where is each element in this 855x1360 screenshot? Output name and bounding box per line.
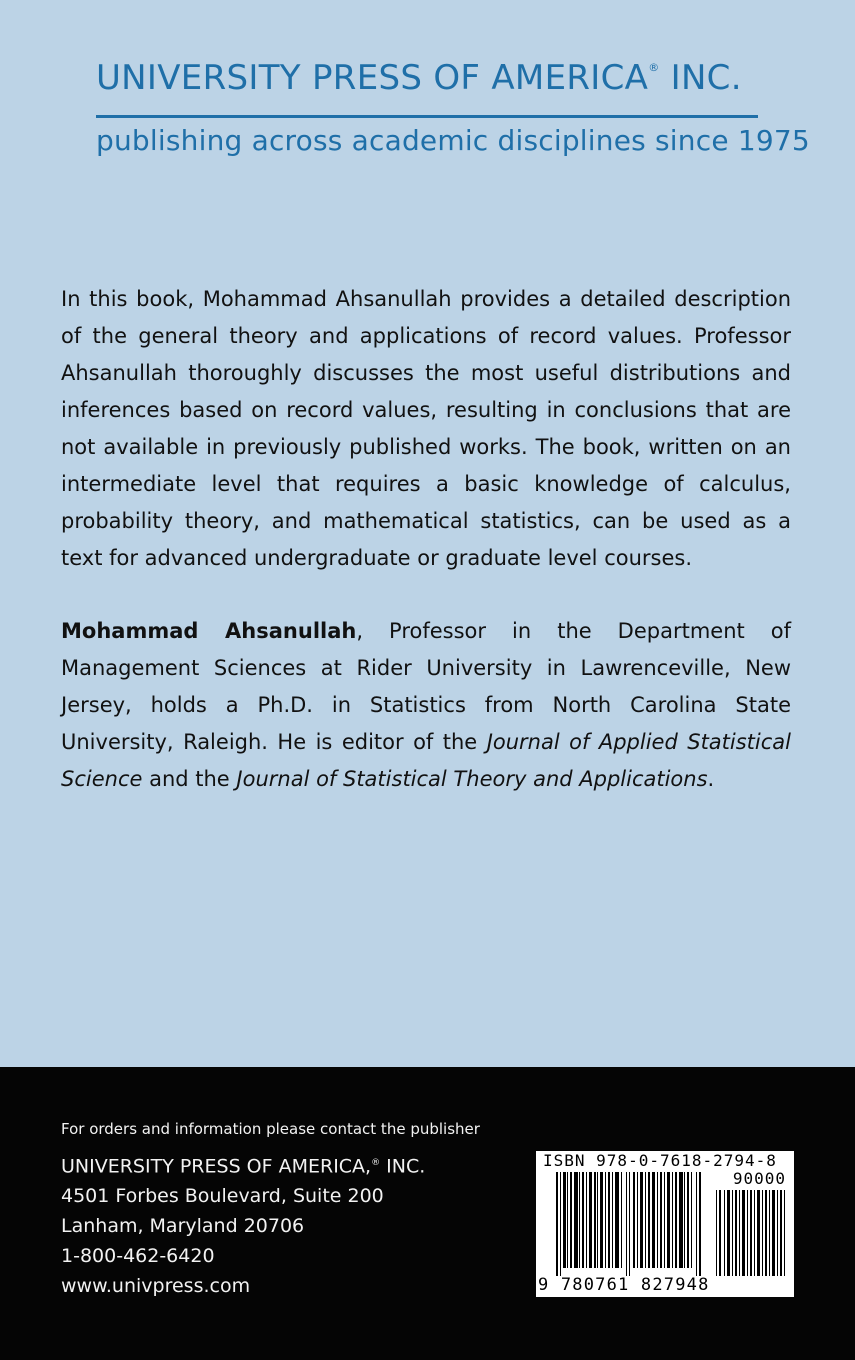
- contact-website: www.univpress.com: [61, 1275, 251, 1298]
- author-name: Mohammad Ahsanullah: [61, 619, 357, 643]
- heading-rule: [96, 115, 758, 118]
- journal-title: Journal of Statistical Theory and Applications: [236, 767, 708, 791]
- contact-publisher: UNIVERSITY PRESS OF AMERICA,® INC.: [61, 1155, 426, 1178]
- barcode-digits: 9 780761 827948: [538, 1275, 710, 1295]
- publisher-tagline: publishing across academic disciplines since 1975: [96, 124, 810, 157]
- barcode-addon-bars: [716, 1190, 788, 1276]
- contact-address-line2: Lanham, Maryland 20706: [61, 1215, 305, 1238]
- isbn-label: ISBN 978-0-7618-2794-8: [543, 1151, 777, 1170]
- author-bio: Mohammad Ahsanullah, Professor in the Department of Management Sciences at Rider University in Lawrenceville, New Jersey, holds a Ph.D. in Statistics from North Carolina State University, Raleigh. He is editor of the Journal of Applied Statistical Science and the Journal of Statistical Theory and Applications.: [61, 619, 792, 791]
- contact-intro: For orders and information please contact the publisher: [61, 1120, 480, 1138]
- publisher-heading: UNIVERSITY PRESS OF AMERICA® INC.: [96, 58, 742, 98]
- journal-title: Journal of Applied Statistical Science: [61, 730, 791, 791]
- isbn-barcode: [536, 1151, 794, 1297]
- publisher-contact: [61, 1120, 480, 1301]
- barcode-main-bars: [556, 1172, 706, 1276]
- price-code: 90000: [732, 1169, 786, 1188]
- book-description: In this book, Mohammad Ahsanullah provides a detailed description of the general theory and applications of record values. Professor Ahsanullah thoroughly discusses the most useful distributions and inferences based on record values, resulting in conclusions that are not available in previously published works. The book, written on an intermediate level that requires a basic knowledge of calculus, probability theory, and mathematical statistics, can be used as a text for advanced undergraduate or graduate level courses.: [61, 287, 791, 570]
- contact-phone: 1-800-462-6420: [61, 1245, 215, 1268]
- contact-address-line1: 4501 Forbes Boulevard, Suite 200: [61, 1185, 384, 1208]
